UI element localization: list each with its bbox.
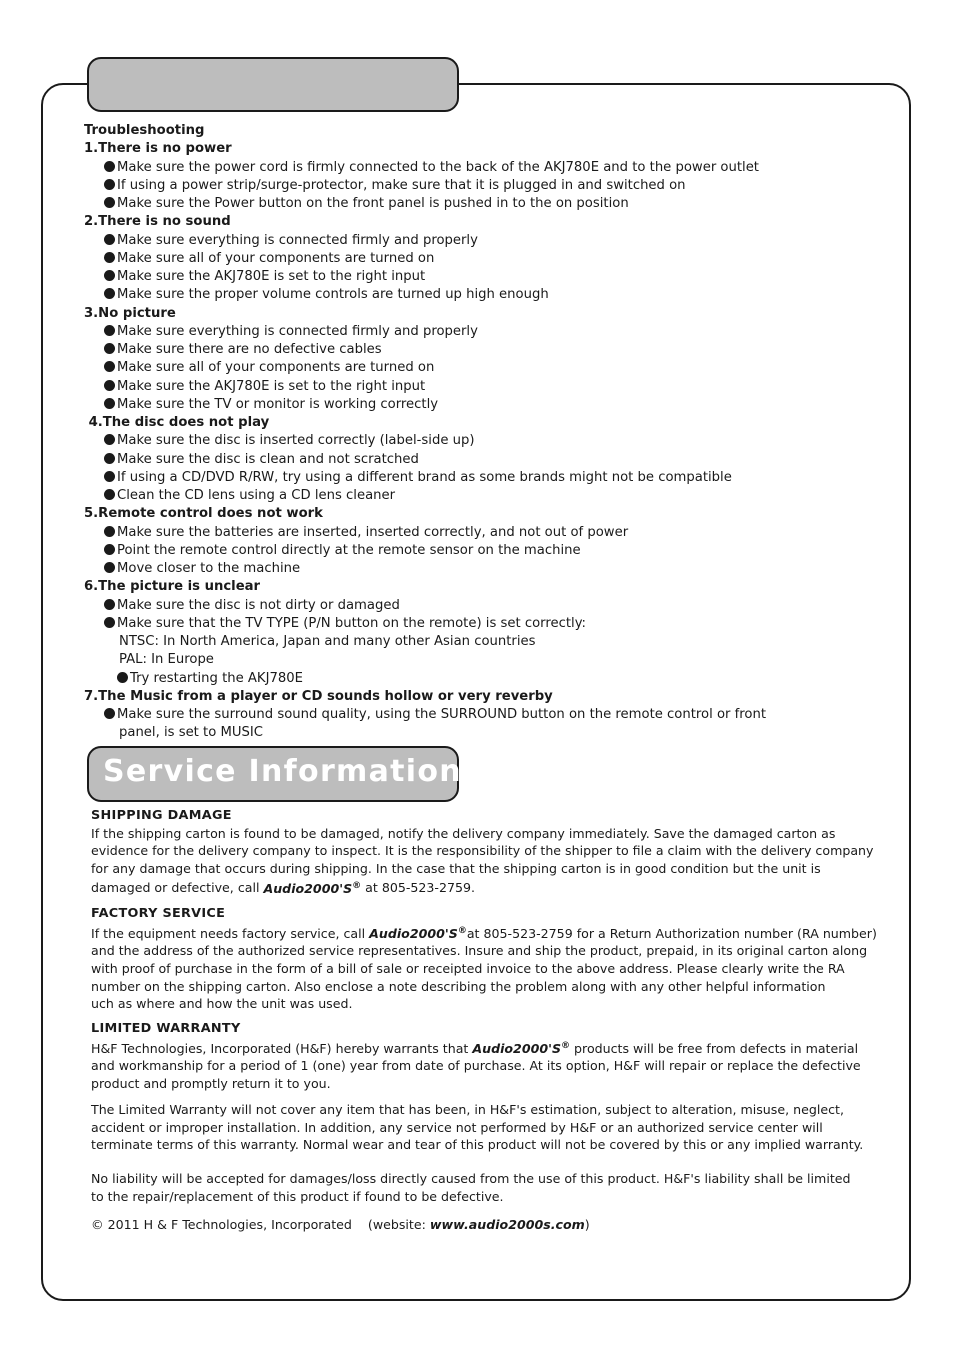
list-item: Make sure everything is connected firmly and properly xyxy=(84,323,884,341)
paragraph-line: for any damage that occurs during shipping. In the case that the shipping carton is in good condition but the unit is xyxy=(91,860,821,876)
paragraph-line: If the equipment needs factory service, call Audio2000'S®at 805-523-2759 for a Return Authorization number (RA number) xyxy=(91,925,877,941)
bullet-icon xyxy=(117,672,128,683)
bullet-icon xyxy=(104,599,115,610)
list-item-continuation: panel, is set to MUSIC xyxy=(119,725,263,741)
paragraph-line: product and promptly return it to you. xyxy=(91,1075,331,1091)
section-heading: 3.No picture xyxy=(84,305,176,321)
paragraph-line: The Limited Warranty will not cover any item that has been, in H&F's estimation, subject to alteration, misuse, neglect, xyxy=(91,1102,844,1117)
paragraph-line: and the address of the authorized service representatives. Insure and ship the product, prepaid, in its original carton along xyxy=(91,943,868,959)
paragraph-line: number on the shipping carton. Also enclose a note describing the problem along with any other helpful information xyxy=(91,978,826,994)
bullet-icon xyxy=(104,617,115,628)
service-title: Service Information xyxy=(103,754,462,789)
list-item: Make sure there are no defective cables xyxy=(84,341,884,359)
list-item: Make sure the power cord is firmly connected to the back of the AKJ780E and to the power outlet xyxy=(84,159,884,177)
bullet-icon xyxy=(104,179,115,190)
bullet-icon xyxy=(104,708,115,719)
bullet-icon xyxy=(104,489,115,500)
list-item: Make sure the disc is clean and not scratched xyxy=(84,451,884,469)
list-item: Make sure the disc is inserted correctly (label-side up) xyxy=(84,432,884,450)
limited-warranty-section xyxy=(91,1020,909,1093)
header-tab-cover xyxy=(89,84,457,90)
list-item: Make sure everything is connected firmly and properly xyxy=(84,232,884,250)
bullet-icon xyxy=(104,325,115,336)
list-item: Point the remote control directly at the remote sensor on the machine xyxy=(84,542,884,560)
bullet-icon xyxy=(104,434,115,445)
list-item: Make sure the surround sound quality, using the SURROUND button on the remote control or front xyxy=(84,706,884,724)
warranty-exclusions xyxy=(91,1101,909,1154)
brand-name: Audio2000'S® xyxy=(472,1040,571,1056)
paragraph-line: H&F Technologies, Incorporated (H&F) hereby warrants that Audio2000'S® products will be free from defects in material xyxy=(91,1040,859,1056)
list-item: Make sure that the TV TYPE (P/N button on the remote) is set correctly: xyxy=(84,615,884,633)
bullet-icon xyxy=(104,453,115,464)
bullet-icon xyxy=(104,270,115,281)
bullet-icon xyxy=(104,526,115,537)
paragraph-line: If the shipping carton is found to be damaged, notify the delivery company immediately. Save the damaged carton as xyxy=(91,825,836,841)
section-heading: LIMITED WARRANTY xyxy=(91,1021,241,1036)
bullet-icon xyxy=(104,471,115,482)
list-item: Make sure the TV or monitor is working correctly xyxy=(84,396,884,414)
list-item: If using a CD/DVD R/RW, try using a different brand as some brands might not be compatible xyxy=(84,469,884,487)
bullet-icon xyxy=(104,343,115,354)
paragraph-line: evidence for the delivery company to inspect. It is the responsibility of the shipper to file a claim with the delivery company xyxy=(91,843,874,859)
list-item: Move closer to the machine xyxy=(84,560,884,578)
bullet-icon xyxy=(104,398,115,409)
list-item: Make sure the batteries are inserted, inserted correctly, and not out of power xyxy=(84,524,884,542)
list-item: Make sure the AKJ780E is set to the right input xyxy=(84,268,884,286)
paragraph-line: damaged or defective, call Audio2000'S® at 805-523-2759. xyxy=(91,880,476,896)
bullet-icon xyxy=(104,234,115,245)
section-heading: 7.The Music from a player or CD sounds hollow or very reverby xyxy=(84,688,553,704)
paragraph-line: uch as where and how the unit was used. xyxy=(91,996,353,1012)
shipping-damage-section xyxy=(91,807,909,897)
factory-service-section xyxy=(91,905,909,1013)
section-heading: SHIPPING DAMAGE xyxy=(91,808,232,823)
liability-statement xyxy=(91,1170,909,1205)
list-item: Clean the CD lens using a CD lens cleaner xyxy=(84,487,884,505)
paragraph-line: to the repair/replacement of this product if found to be defective. xyxy=(91,1188,504,1204)
list-item: Make sure the proper volume controls are turned up high enough xyxy=(84,286,884,304)
paragraph-line: No liability will be accepted for damages/loss directly caused from the use of this product. H&F's liability shall be limited xyxy=(91,1171,851,1186)
paragraph-line: and workmanship for a period of 1 (one) year from date of purchase. At its option, H&F will repair or replace the defective xyxy=(91,1058,861,1074)
bullet-icon xyxy=(104,161,115,172)
paragraph-line: with proof of purchase in the form of a bill of sale or receipted invoice to the above address. Please clearly write the RA xyxy=(91,960,845,976)
list-item-continuation: PAL: In Europe xyxy=(119,652,214,668)
troubleshooting-section xyxy=(84,122,884,743)
bullet-icon xyxy=(104,361,115,372)
paragraph-line: accident or improper installation. In addition, any service not performed by H&F or an authorized service center will xyxy=(91,1119,823,1135)
list-item: Make sure the AKJ780E is set to the right input xyxy=(84,378,884,396)
bullet-icon xyxy=(104,288,115,299)
bullet-icon xyxy=(104,197,115,208)
section-heading: 2.There is no sound xyxy=(84,214,231,230)
section-heading: 5.Remote control does not work xyxy=(84,506,323,522)
troubleshooting-title: Troubleshooting xyxy=(84,123,205,138)
bullet-icon xyxy=(104,252,115,263)
copyright: © 2011 H & F Technologies, Incorporated xyxy=(91,1217,352,1232)
brand-name: Audio2000'S® xyxy=(263,880,362,896)
list-item: Try restarting the AKJ780E xyxy=(84,670,884,688)
section-heading: 6.The picture is unclear xyxy=(84,579,261,595)
list-item: If using a power strip/surge-protector, make sure that it is plugged in and switched on xyxy=(84,177,884,195)
list-item: Make sure all of your components are turned on xyxy=(84,359,884,377)
list-item-continuation: NTSC: In North America, Japan and many other Asian countries xyxy=(119,634,536,649)
bullet-icon xyxy=(104,544,115,555)
section-heading: FACTORY SERVICE xyxy=(91,906,226,921)
bullet-icon xyxy=(104,562,115,573)
list-item: Make sure all of your components are turned on xyxy=(84,250,884,268)
paragraph-line: terminate terms of this warranty. Normal wear and tear of this product will not be covered by this or any implied warranty. xyxy=(91,1137,864,1153)
section-heading: 1.There is no power xyxy=(84,141,232,157)
list-item: Make sure the Power button on the front panel is pushed in to the on position xyxy=(84,195,884,213)
brand-name: Audio2000'S® xyxy=(369,925,467,941)
bullet-icon xyxy=(104,380,115,391)
list-item: Make sure the disc is not dirty or damaged xyxy=(84,597,884,615)
footer: © 2011 H & F Technologies, Incorporated (website: www.audio2000s.com) xyxy=(91,1217,590,1232)
section-heading: 4.The disc does not play xyxy=(84,415,270,430)
website-link[interactable]: www.audio2000s.com xyxy=(429,1217,585,1232)
